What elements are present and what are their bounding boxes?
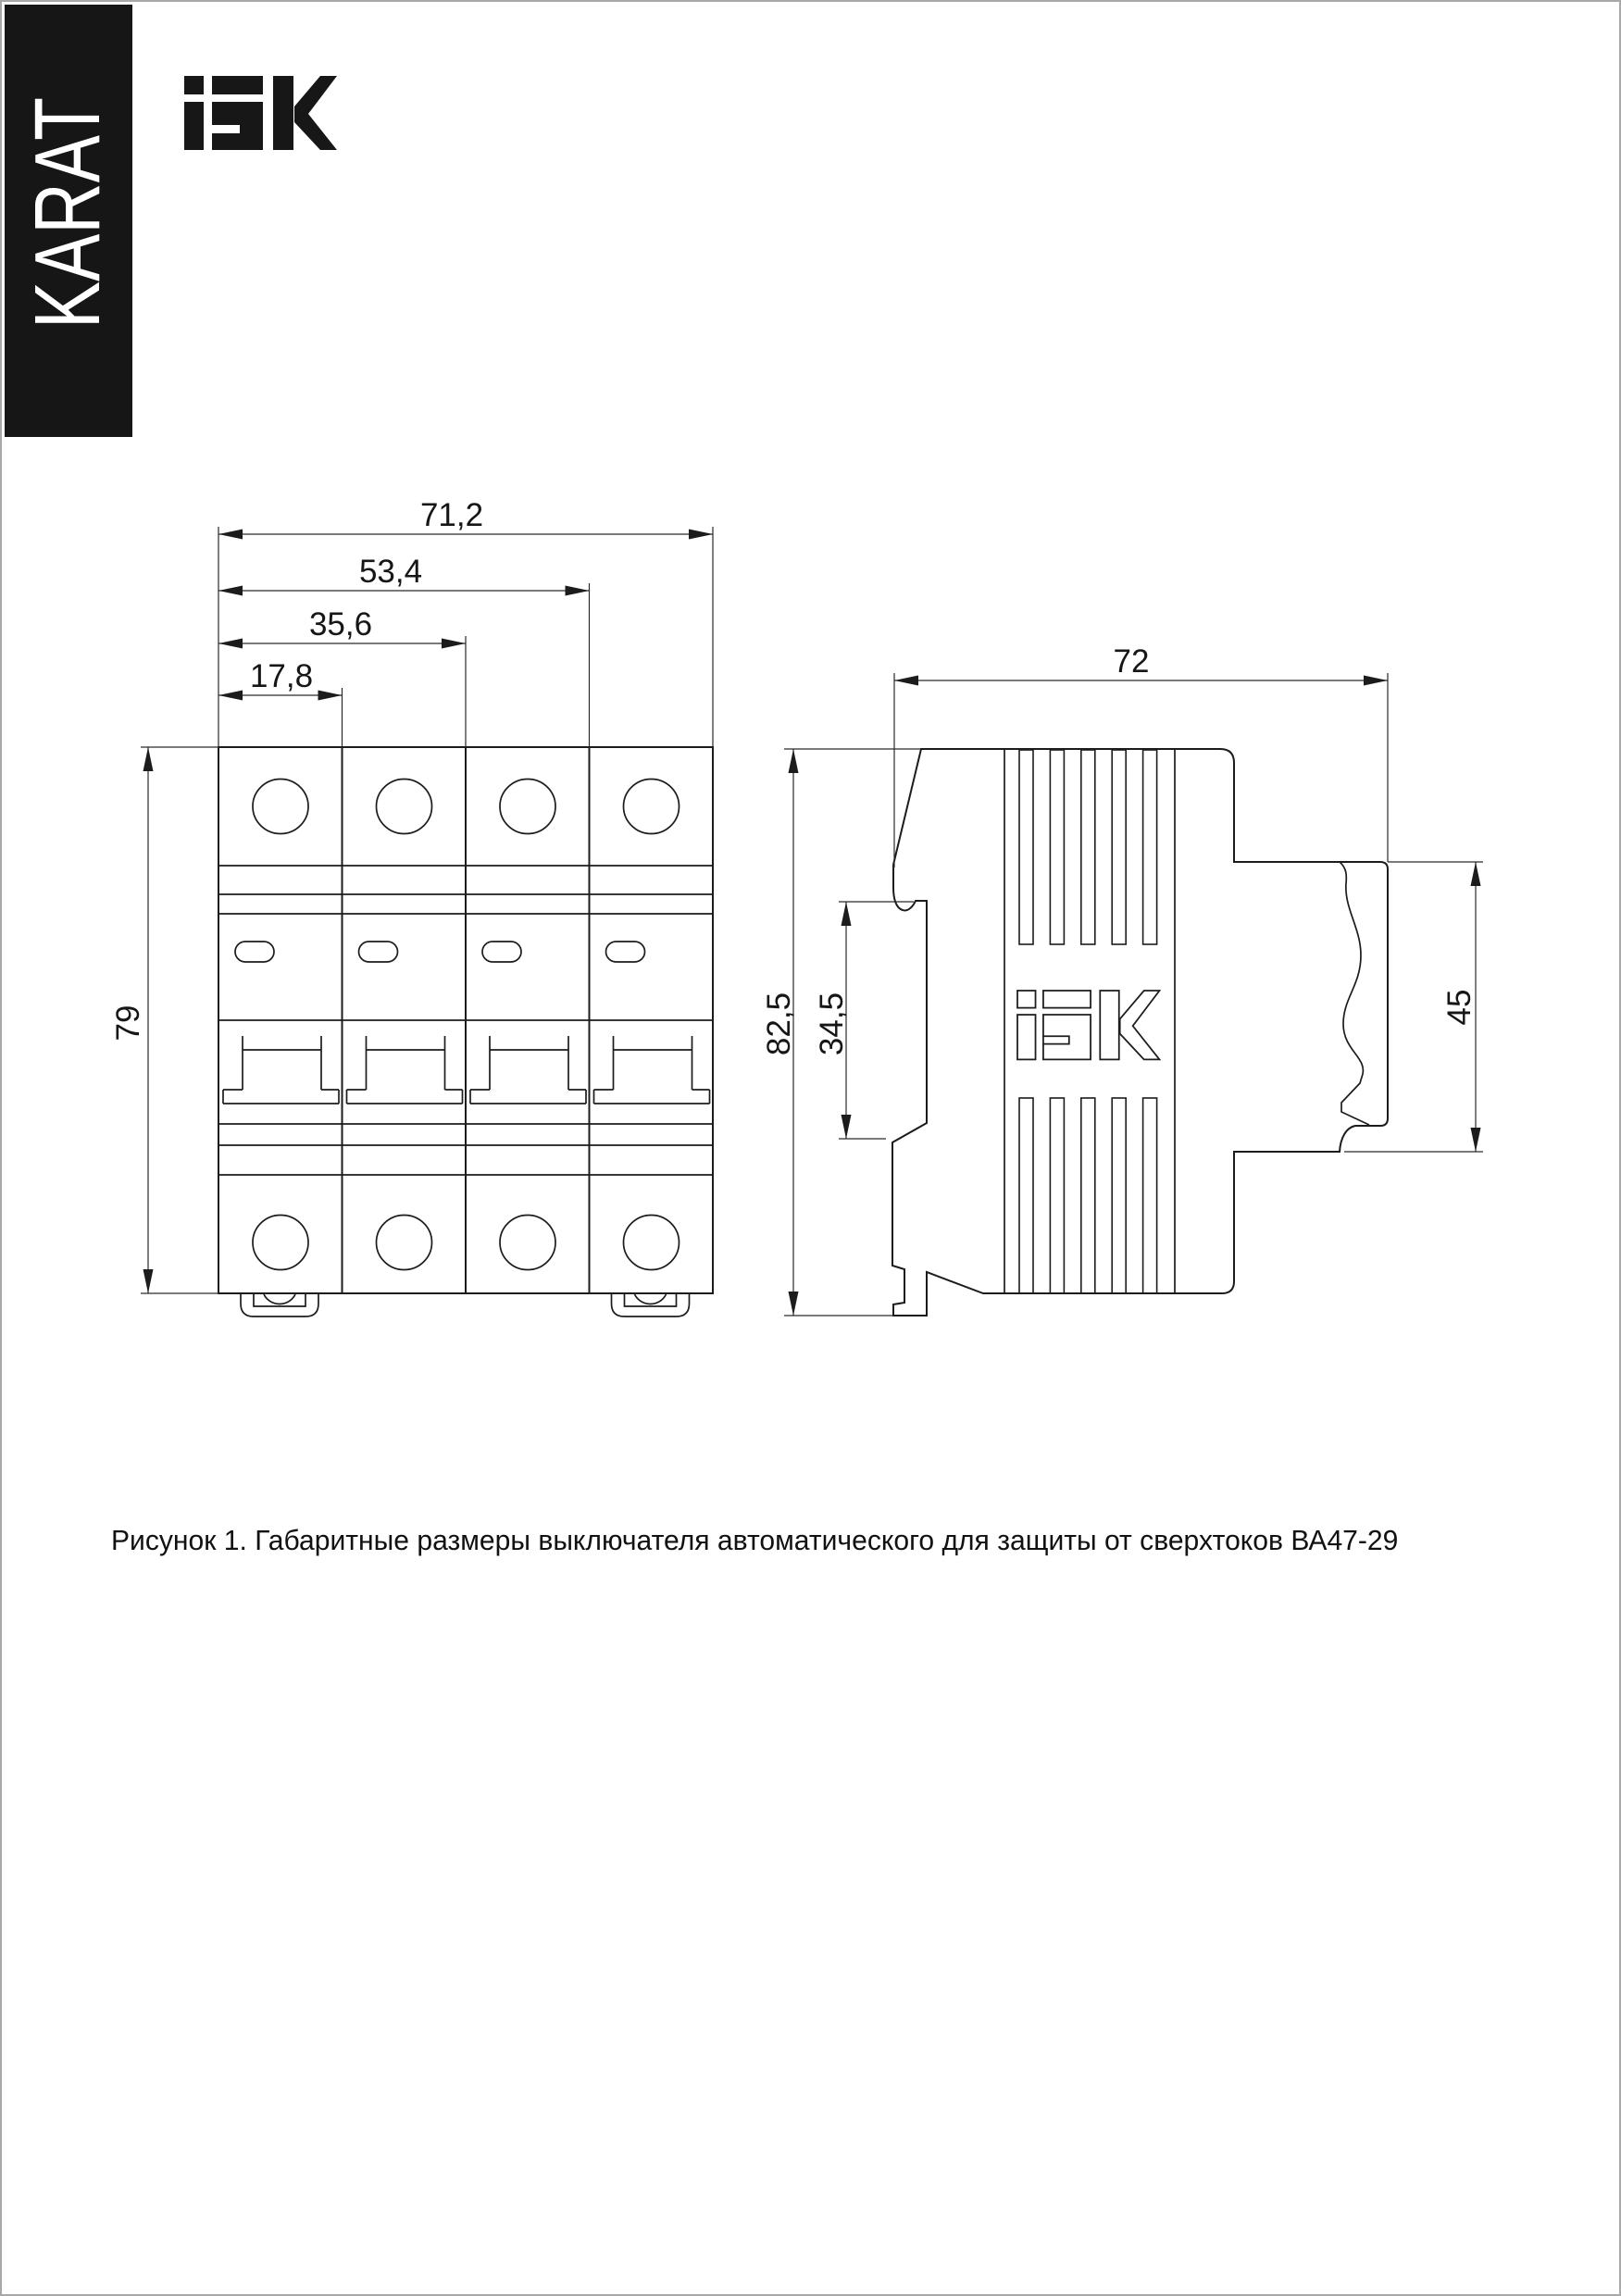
dimension-arrows <box>143 530 1481 1316</box>
karat-banner-text: KARAT <box>16 27 119 329</box>
dim-label-front-2pole-width: 35,6 <box>308 606 373 643</box>
dim-label-front-1pole-width: 17,8 <box>249 658 314 694</box>
front-view <box>218 747 713 1316</box>
dim-label-front-total-width: 71,2 <box>419 497 484 533</box>
figure-caption-text: Рисунок 1. Габаритные размеры выключателя автоматического для защиты от сверхтоков ВА47-29 <box>111 1524 1399 1556</box>
dim-label-side-height: 82,5 <box>761 992 797 1056</box>
dim-label-side-depth: 72 <box>1113 643 1150 680</box>
dim-label-side-rail-gap: 34,5 <box>814 992 850 1056</box>
side-view <box>892 749 1388 1316</box>
iek-logo <box>184 76 337 150</box>
dim-label-side-front-height: 45 <box>1441 989 1478 1026</box>
figure-caption <box>111 1525 1422 1556</box>
dim-label-front-3pole-width: 53,4 <box>358 554 423 590</box>
dim-label-front-height: 79 <box>110 1004 146 1042</box>
iek-logo-embossed <box>1017 991 1159 1059</box>
dimension-drawing <box>2 2 1621 2296</box>
din-clips <box>241 1293 690 1316</box>
